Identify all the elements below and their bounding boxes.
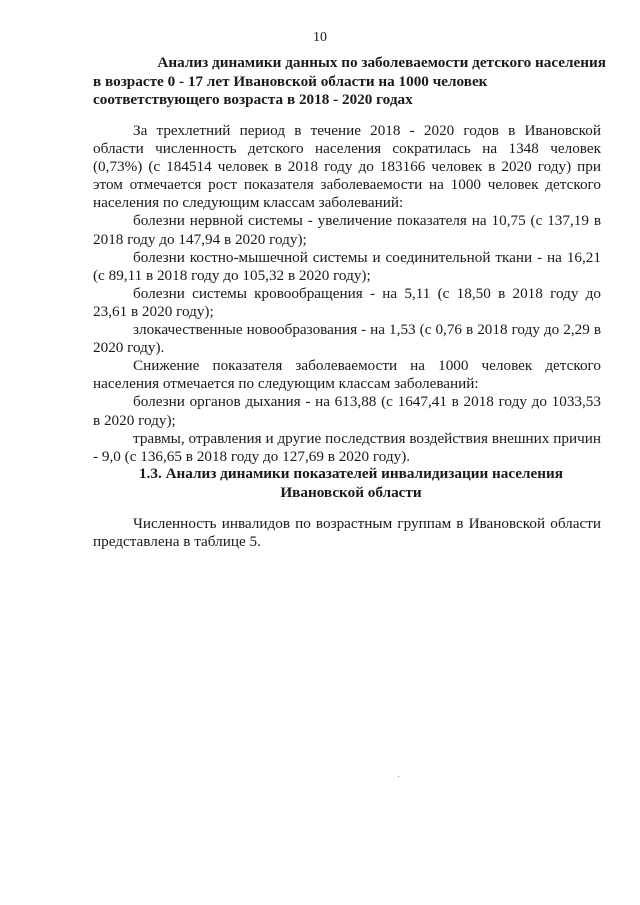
paragraph-injuries: травмы, отравления и другие последствия воздействия внешних причин - 9,0 (с 136,65 в 2018 году до 127,69 в 2020 году).: [93, 429, 601, 465]
paragraph-musculoskeletal: болезни костно-мышечной системы и соединительной ткани - на 16,21 (с 89,11 в 2018 году до 105,32 в 2020 году);: [93, 248, 601, 284]
page-number: 10: [313, 30, 327, 45]
paragraph-table-reference: Численность инвалидов по возрастным группам в Ивановской области представлена в таблице 5.: [93, 515, 601, 551]
body-text: [93, 122, 601, 466]
scan-speck: [398, 776, 399, 777]
paragraph-decrease-intro: Снижение показателя заболеваемости на 1000 человек детского населения отмечается по следующим классам заболеваний:: [93, 357, 601, 393]
paragraph-respiratory: болезни органов дыхания - на 613,88 (с 1647,41 в 2018 году до 1033,53 в 2020 году);: [93, 393, 601, 429]
section-heading-line-2: Ивановской области: [280, 483, 422, 501]
paragraph-intro: За трехлетний период в течение 2018 - 2020 годов в Ивановской области численность детского населения сократилась на 1348 человек (0,73%) (с 184514 человек в 2018 году до 183166 человек в 2020 году) при этом отмечается рост показателя заболеваемости на 1000 человек детского населения по следующим классам заболеваний:: [93, 122, 601, 212]
section-heading-line-1: 1.3. Анализ динамики показателей инвалидизации населения: [138, 465, 563, 482]
heading-line-2: в возрасте 0 - 17 лет Ивановской области на 1000 человек: [93, 72, 488, 90]
paragraph-nervous-system: болезни нервной системы - увеличение показателя на 10,75 (с 137,19 в 2018 году до 147,94 в 2020 году);: [93, 212, 601, 248]
heading-line-1: Анализ динамики данных по заболеваемости детского населения: [157, 54, 606, 71]
section-heading: [93, 465, 609, 502]
paragraph-neoplasms: злокачественные новообразования - на 1,53 (с 0,76 в 2018 году до 2,29 в 2020 году).: [93, 321, 601, 357]
heading-line-3: соответствующего возраста в 2018 - 2020 годах: [93, 91, 413, 108]
document-heading: [93, 54, 609, 110]
paragraph-circulatory: болезни системы кровообращения - на 5,11 (с 18,50 в 2018 году до 23,61 в 2020 году);: [93, 284, 601, 320]
closing-text: [93, 515, 601, 551]
